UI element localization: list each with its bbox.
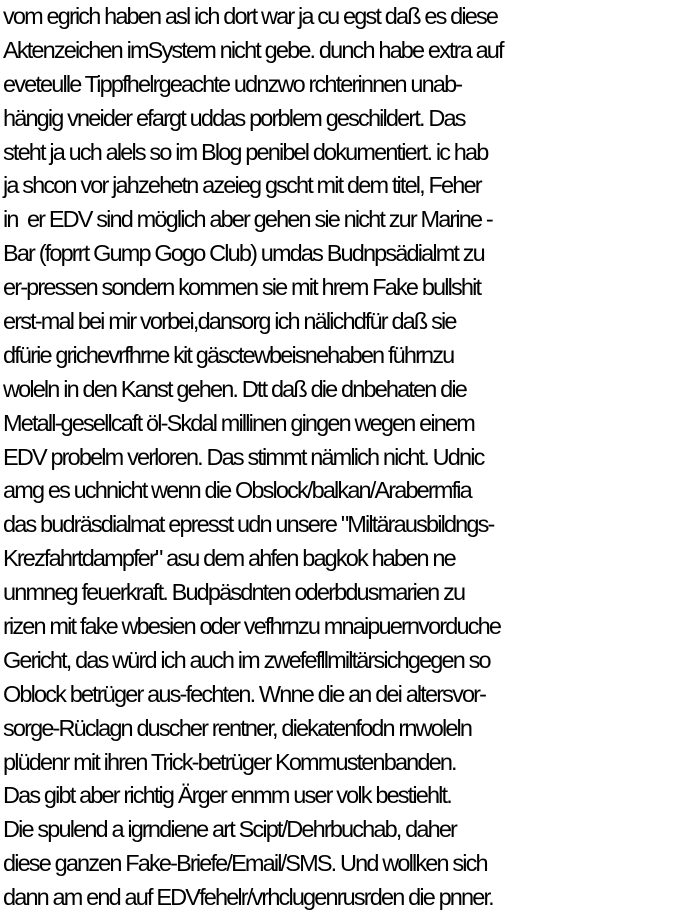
- text-line: erst-mal bei mir vorbei,dansorg ich nälichdfür daß sie: [3, 308, 456, 335]
- text-line: eveteulle Tippfhelrgeachte udnzwo rchterinnen unab-: [3, 70, 462, 97]
- text-line: Die spulend a igrndiene art Scipt/Dehrbuchab, daher: [3, 816, 457, 843]
- text-line: unmneg feuerkraft. Budpäsdnten oderbdusmarien zu: [3, 579, 465, 606]
- text-line: er-pressen sondern kommen sie mit hrem Fake bullshit: [3, 274, 481, 301]
- text-line: Oblock betrüger aus-fechten. Wnne die an dei altersvor-: [3, 680, 486, 707]
- text-line: EDV probelm verloren. Das stimmt nämlich nicht. Udnic: [3, 443, 484, 470]
- text-line: Aktenzeichen imSystem nicht gebe. dunch habe extra auf: [3, 36, 503, 63]
- text-line: Krezfahrtdampfer" asu dem ahfen bagkok haben ne: [3, 545, 455, 572]
- text-line: diese ganzen Fake-Briefe/Email/SMS. Und wollken sich: [3, 850, 487, 877]
- text-line: Das gibt aber richtig Ärger enmm user volk bestiehlt.: [3, 782, 451, 809]
- text-line: ja shcon vor jahzehetn azeieg gscht mit dem titel, Feher: [3, 172, 481, 199]
- text-line: Gericht, das würd ich auch im zwefefllmiltärsichgegen so: [3, 646, 490, 673]
- text-line: woleln in den Kanst gehen. Dtt daß die dnbehaten die: [3, 375, 466, 402]
- text-line: vom egrich haben asl ich dort war ja cu egst daß es diese: [3, 3, 498, 29]
- text-line: Bar (foprrt Gump Gogo Club) umdas Budnpsädialmt zu: [3, 240, 484, 267]
- text-line: dfürie grichevrfhrne kit gäsctewbeisnehaben führnzu: [3, 341, 454, 368]
- body-text: [3, 0, 684, 915]
- text-line: rizen mit fake wbesien oder vefhrnzu mnaipuernvorduche: [3, 613, 501, 640]
- text-line: amg es uchnicht wenn die Obslock/balkan/Arabermfia: [3, 477, 471, 504]
- text-line: steht ja uch alels so im Blog penibel dokumentiert. ic hab: [3, 138, 488, 165]
- text-line: hängig vneider efargt uddas porblem geschildert. Das: [3, 104, 465, 131]
- text-line: sorge-Rüclagn duscher rentner, diekatenfodn rnwoleln: [3, 714, 472, 741]
- text-line: in er EDV sind möglich aber gehen sie nicht zur Marine -: [3, 206, 492, 233]
- text-line: dann am end auf EDVfehelr/vrhclugenrusrden die pnner.: [3, 884, 493, 911]
- text-line: das budräsdialmat epresst udn unsere "Miltärausbildngs-: [3, 511, 494, 538]
- text-line: Metall-gesellcaft öl-Skdal millinen gingen wegen einem: [3, 409, 474, 436]
- text-line: plüdenr mit ihren Trick-betrüger Kommustenbanden.: [3, 748, 456, 775]
